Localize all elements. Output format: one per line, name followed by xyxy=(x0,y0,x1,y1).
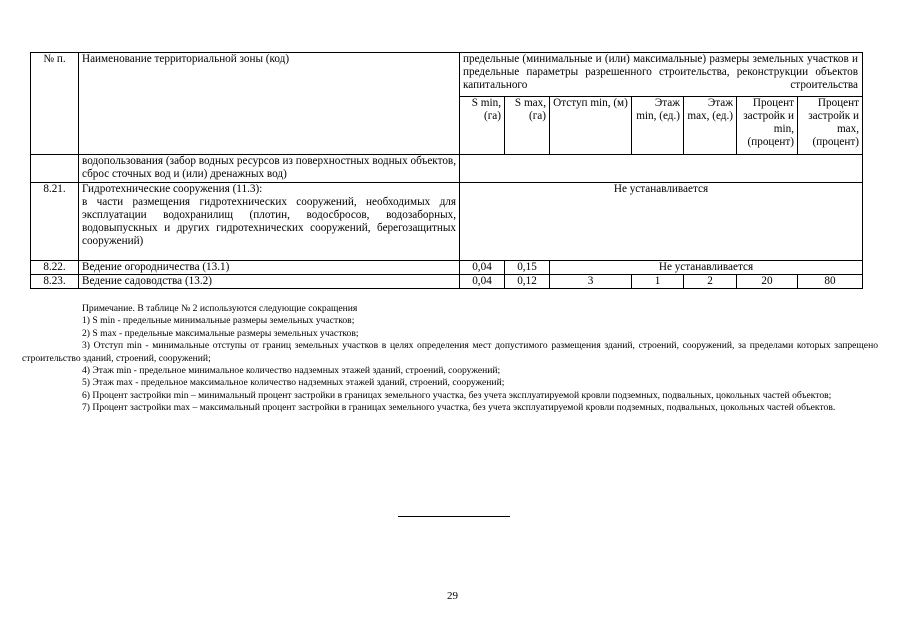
row-merged-value: Не устанавливается xyxy=(460,183,863,261)
row-zone-name xyxy=(79,183,460,261)
note-item: 2) S max - предельные максимальные размеры земельных участков; xyxy=(82,327,359,339)
row-s-min: 0,04 xyxy=(460,275,505,289)
header-etazh-min: Этаж min, (ед.) xyxy=(632,97,684,155)
row-procent-max: 80 xyxy=(798,275,863,289)
row-etazh-max: 2 xyxy=(684,275,737,289)
header-params: предельные (минимальные и (или) максимальные) размеры земельных участков и предельные параметры разрешенного строительства, реконструкции объектов капитального строительства xyxy=(460,53,863,97)
header-s-min: S min, (га) xyxy=(460,97,505,155)
continuation-zone-text: водопользования (забор водных ресурсов из поверхностных водных объектов, сброс сточных вод и (или) дренажных вод) xyxy=(79,155,460,183)
note-item: 1) S min - предельные минимальные размеры земельных участков; xyxy=(82,315,355,327)
page-number: 29 xyxy=(447,590,458,602)
row-num: 8.21. xyxy=(31,183,79,261)
continuation-params xyxy=(460,155,863,183)
row-s-min: 0,04 xyxy=(460,261,505,275)
header-otstup-min: Отступ min, (м) xyxy=(550,97,632,155)
note-item: 3) Отступ min - минимальные отступы от границ земельных участков в целях определения мест допустимого размещения зданий, строений, сооружений, за пределами которых запрещено строительство зданий, строений, сооружений; xyxy=(22,340,878,364)
header-etazh-max: Этаж max, (ед.) xyxy=(684,97,737,155)
table-row xyxy=(31,261,863,275)
separator-line xyxy=(398,516,510,517)
row-num: 8.23. xyxy=(31,275,79,289)
zone-detail: в части размещения гидротехнических сооружений, необходимых для эксплуатации водохранилищ (плотин, водосбросов, водозаборных, водовыпускных и других гидротехнических сооружений, берегозащитных сооружений) xyxy=(82,196,456,247)
header-zone-name: Наименование территориальной зоны (код) xyxy=(79,53,460,155)
continuation-num xyxy=(31,155,79,183)
zones-table xyxy=(30,52,863,289)
table-row xyxy=(31,275,863,289)
zone-title: Гидротехнические сооружения (11.3): xyxy=(82,183,263,195)
note-item: 7) Процент застройки max – максимальный процент застройки в границах земельного участка, без учета эксплуатируемой кровли подземных, подвальных, цокольных частей объектов. xyxy=(82,402,836,414)
notes-section xyxy=(22,303,878,415)
header-s-max: S max, (га) xyxy=(505,97,550,155)
row-s-max: 0,15 xyxy=(505,261,550,275)
header-procent-min: Процент застройк и min, (процент) xyxy=(737,97,798,155)
row-procent-min: 20 xyxy=(737,275,798,289)
row-merged-value: Не устанавливается xyxy=(550,261,863,275)
note-item: 5) Этаж max - предельное максимальное количество надземных этажей зданий, строений, сооружений; xyxy=(82,377,505,389)
row-zone-name: Ведение огородничества (13.1) xyxy=(79,261,460,275)
header-procent-max: Процент застройк и max, (процент) xyxy=(798,97,863,155)
note-item: 6) Процент застройки min – минимальный процент застройки в границах земельного участка, без учета эксплуатируемой кровли подземных, подвальных, цокольных частей объектов; xyxy=(82,389,832,401)
row-otstup-min: 3 xyxy=(550,275,632,289)
notes-title: Примечание. В таблице № 2 используются следующие сокращения xyxy=(82,303,358,314)
header-num: № п. xyxy=(31,53,79,155)
row-s-max: 0,12 xyxy=(505,275,550,289)
row-num: 8.22. xyxy=(31,261,79,275)
table-row xyxy=(31,183,863,261)
row-zone-name: Ведение садоводства (13.2) xyxy=(79,275,460,289)
row-etazh-min: 1 xyxy=(632,275,684,289)
note-item: 4) Этаж min - предельное минимальное количество надземных этажей зданий, строений, сооружений; xyxy=(82,365,501,377)
